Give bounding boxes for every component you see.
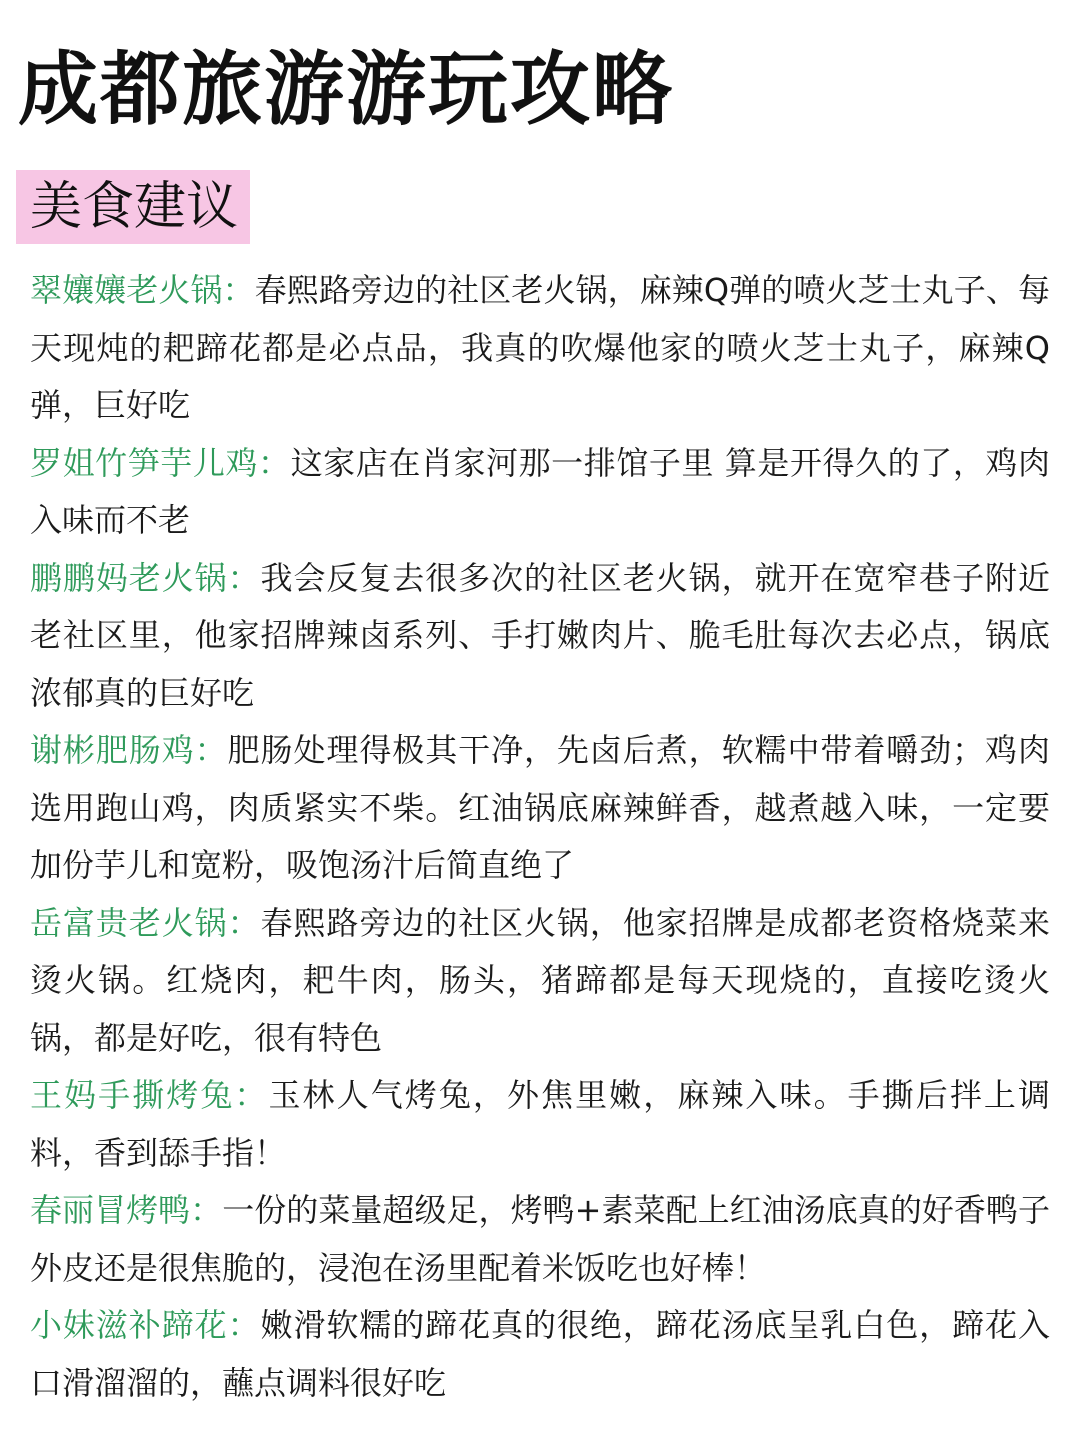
restaurant-name: 春丽冒烤鸭： — [30, 1191, 223, 1229]
restaurant-desc: 玉林人气烤兔，外焦里嫩，麻辣入味。手撕后拌上调料，香到舔手指！ — [30, 1076, 1050, 1172]
section-tag-food: 美食建议 — [30, 177, 239, 237]
restaurant-desc: 一份的菜量超级足，烤鸭+素菜配上红油汤底真的好香鸭子外皮还是很焦脆的，浸泡在汤里配着米饭吃也好棒！ — [30, 1191, 1050, 1287]
restaurant-desc: 我会反复去很多次的社区老火锅，就开在宽窄巷子附近老社区里，他家招牌辣卤系列、手打嫩肉片、脆毛肚每次去必点，锅底浓郁真的巨好吃 — [30, 558, 1050, 712]
restaurant-name: 翠孃孃老火锅： — [30, 271, 255, 309]
restaurant-name: 罗姐竹笋芋儿鸡： — [30, 443, 291, 482]
restaurant-desc: 嫩滑软糯的蹄花真的很绝，蹄花汤底呈乳白色，蹄花入口滑溜溜的，蘸点调料很好吃 — [30, 1306, 1050, 1402]
list-item — [30, 262, 1050, 435]
list-item — [30, 435, 1050, 550]
list-item — [30, 895, 1050, 1068]
list-item — [30, 1182, 1050, 1297]
restaurant-name: 鹏鹏妈老火锅： — [30, 558, 261, 597]
restaurant-name: 王妈手撕烤兔： — [30, 1076, 269, 1114]
restaurant-name: 谢彬肥肠鸡： — [30, 731, 228, 769]
list-item — [30, 1297, 1050, 1412]
restaurant-name: 岳富贵老火锅： — [30, 903, 261, 942]
restaurant-desc: 春熙路旁边的社区老火锅，麻辣Q弹的喷火芝士丸子、每天现炖的耙蹄花都是必点品，我真的吹爆他家的喷火芝士丸子，麻辣Q弹，巨好吃 — [30, 271, 1050, 424]
page-title: 成都旅游游玩攻略 — [18, 43, 674, 136]
restaurant-desc: 春熙路旁边的社区火锅，他家招牌是成都老资格烧菜来烫火锅。红烧肉，耙牛肉，肠头，猪蹄都是每天现烧的，直接吃烫火锅，都是好吃，很有特色 — [30, 903, 1050, 1057]
restaurant-name: 小妹滋补蹄花： — [30, 1306, 261, 1344]
list-item — [30, 1067, 1050, 1182]
restaurant-desc: 这家店在肖家河那一排馆子里 算是开得久的了，鸡肉入味而不老 — [30, 443, 1050, 539]
restaurant-desc: 肥肠处理得极其干净，先卤后煮，软糯中带着嚼劲；鸡肉选用跑山鸡，肉质紧实不柴。红油锅底麻辣鲜香，越煮越入味，一定要加份芋儿和宽粉，吸饱汤汁后简直绝了 — [30, 731, 1050, 884]
list-item — [30, 550, 1050, 723]
food-list — [30, 262, 1050, 1412]
list-item — [30, 722, 1050, 895]
